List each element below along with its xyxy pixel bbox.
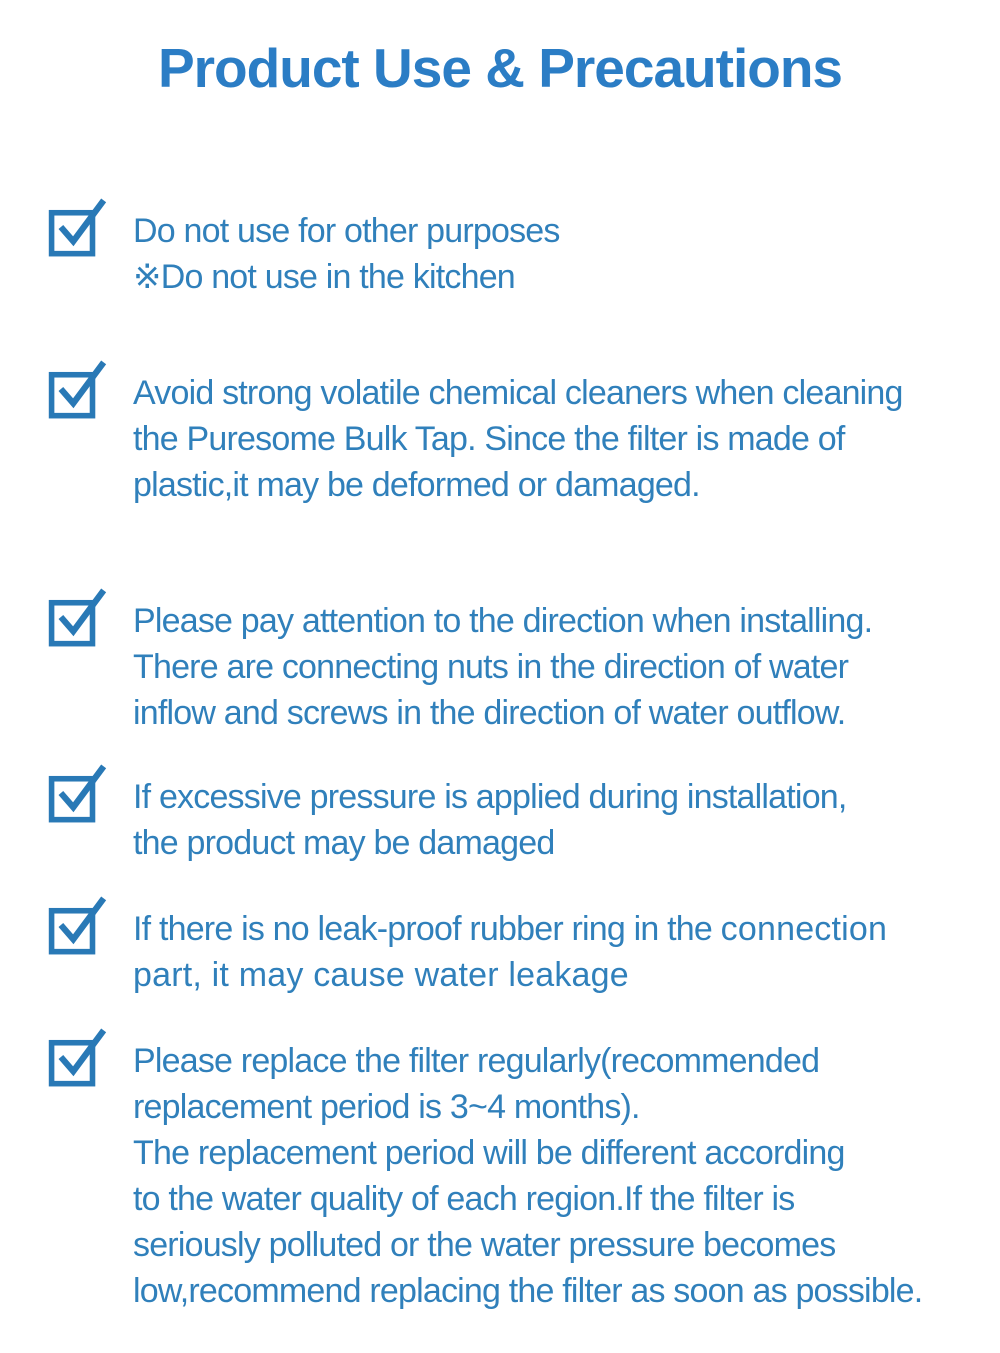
precaution-line: If excessive pressure is applied during installation, xyxy=(133,778,847,816)
precaution-line: the product may be damaged xyxy=(133,824,555,862)
precaution-text xyxy=(133,358,993,508)
precaution-text xyxy=(133,894,993,998)
precaution-line: Please pay attention to the direction when installing. xyxy=(133,602,873,640)
precaution-line: If there is no leak-proof rubber ring in the connection xyxy=(133,910,888,948)
precaution-line: Please replace the filter regularly(recommended xyxy=(133,1042,820,1080)
precaution-text xyxy=(133,762,993,866)
precaution-line: ※Do not use in the kitchen xyxy=(133,258,515,296)
precaution-text xyxy=(133,586,993,736)
checkbox-checked-icon xyxy=(46,196,108,258)
precaution-line: Do not use for other purposes xyxy=(133,212,560,250)
precaution-line: Avoid strong volatile chemical cleaners when cleaning xyxy=(133,374,903,412)
precaution-line: plastic,it may be deformed or damaged. xyxy=(133,466,700,504)
precaution-line: The replacement period will be different according xyxy=(133,1134,845,1172)
checkbox-checked-icon xyxy=(46,1026,108,1088)
precaution-line: seriously polluted or the water pressure becomes xyxy=(133,1226,836,1264)
precaution-line: the Puresome Bulk Tap. Since the filter is made of xyxy=(133,420,845,458)
checkbox-checked-icon xyxy=(46,894,108,956)
precaution-line: There are connecting nuts in the direction of water xyxy=(133,648,849,686)
precaution-line: part, it may cause water leakage xyxy=(133,956,629,994)
precaution-line: replacement period is 3~4 months). xyxy=(133,1088,640,1126)
page-title: Product Use & Precautions xyxy=(157,37,843,99)
checkbox-checked-icon xyxy=(46,358,108,420)
precaution-line: inflow and screws in the direction of water outflow. xyxy=(133,694,846,732)
checkbox-checked-icon xyxy=(46,762,108,824)
precaution-line: low,recommend replacing the filter as soon as possible. xyxy=(133,1272,923,1310)
precaution-text xyxy=(133,1026,993,1314)
checkbox-checked-icon xyxy=(46,586,108,648)
precaution-text xyxy=(133,196,993,300)
precaution-line: to the water quality of each region.If the filter is xyxy=(133,1180,795,1218)
